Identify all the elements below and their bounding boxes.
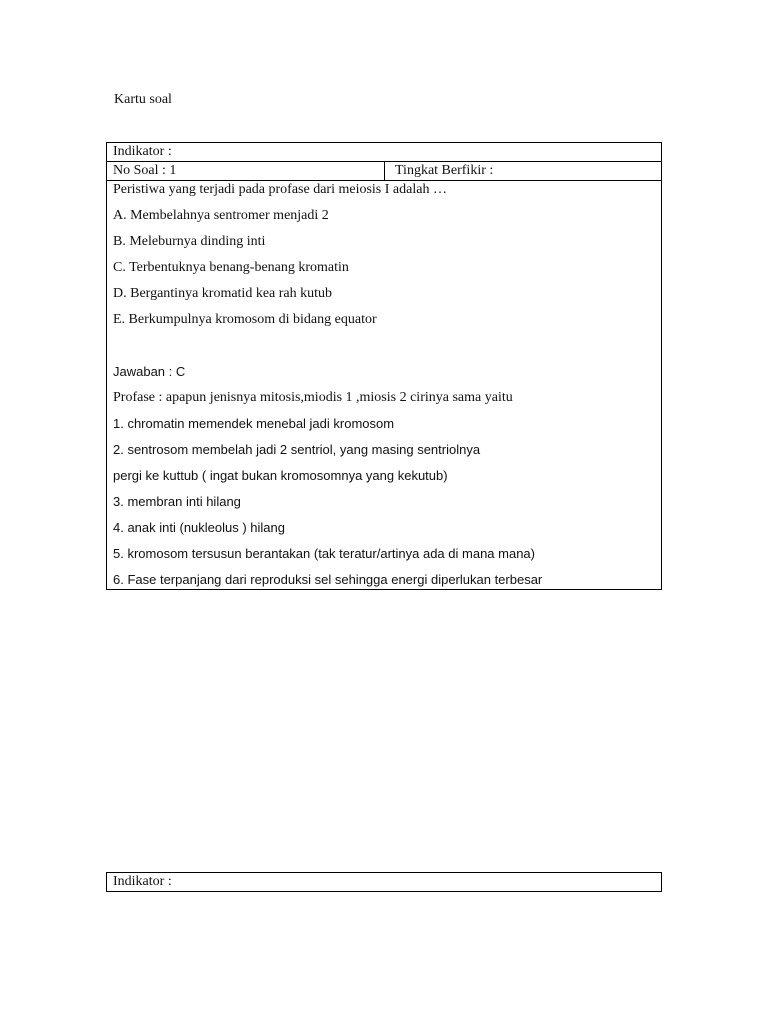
question-card <box>106 142 662 590</box>
explanation-line: 2. sentrosom membelah jadi 2 sentriol, yang masing sentriolnya <box>113 442 481 457</box>
tingkat-berfikir-cell: Tingkat Berfikir : <box>395 163 494 178</box>
question-body <box>107 181 661 589</box>
indikator-label: Indikator : <box>113 874 172 889</box>
spacer <box>113 337 661 363</box>
explanation-line: 3. membran inti hilang <box>113 494 241 509</box>
answer-text: Jawaban : C <box>113 364 186 379</box>
question-text: Peristiwa yang terjadi pada profase dari meiosis I adalah … <box>113 182 447 197</box>
no-soal-cell: No Soal : 1 <box>107 162 385 180</box>
indikator-row <box>107 873 661 891</box>
option-a: A. Membelahnya sentromer menjadi 2 <box>113 208 329 223</box>
explanation-line: 5. kromosom tersusun berantakan (tak teratur/artinya ada di mana mana) <box>113 546 535 561</box>
explanation-line: 1. chromatin memendek menebal jadi kromosom <box>113 416 395 431</box>
indikator-label: Indikator : <box>113 144 172 159</box>
explanation-line: 4. anak inti (nukleolus ) hilang <box>113 520 285 535</box>
soal-info-row <box>107 162 661 181</box>
explanation-line: pergi ke kuttub ( ingat bukan kromosomnya yang kekutub) <box>113 468 448 483</box>
explanation-line: 6. Fase terpanjang dari reproduksi sel sehingga energi diperlukan terbesar <box>113 572 543 587</box>
indikator-row <box>107 143 661 162</box>
option-e: E. Berkumpulnya kromosom di bidang equator <box>113 312 377 327</box>
question-card-2 <box>106 872 662 892</box>
page-title: Kartu soal <box>114 92 172 107</box>
option-c: C. Terbentuknya benang-benang kromatin <box>113 260 349 275</box>
option-b: B. Meleburnya dinding inti <box>113 234 266 249</box>
explanation-line: Profase : apapun jenisnya mitosis,miodis 1 ,miosis 2 cirinya sama yaitu <box>113 390 513 405</box>
option-d: D. Bergantinya kromatid kea rah kutub <box>113 286 333 301</box>
